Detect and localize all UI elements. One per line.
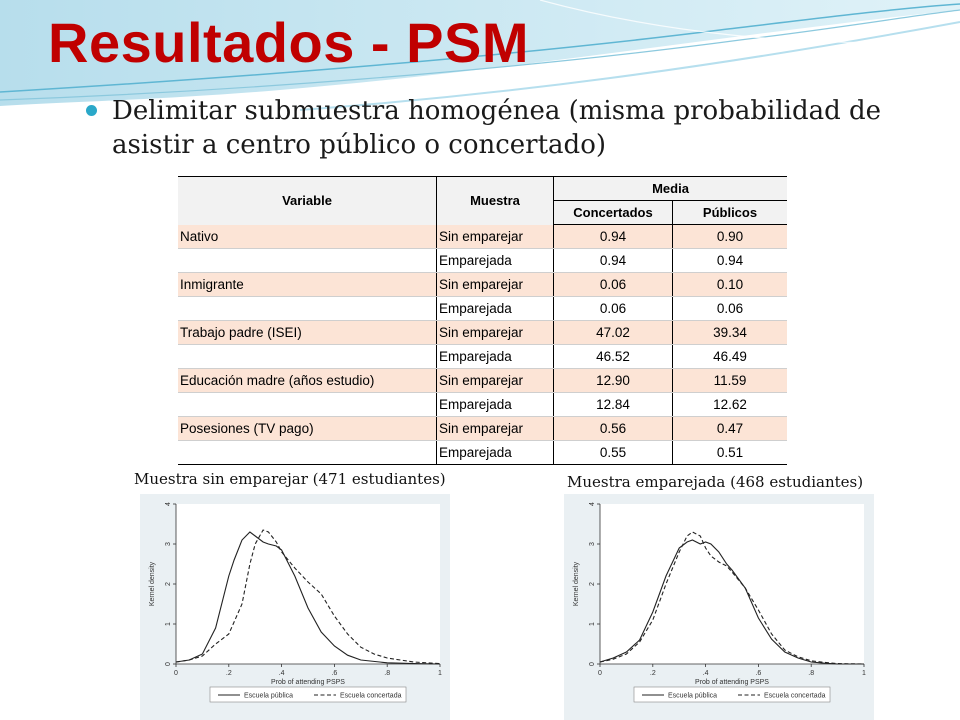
cell-concertados: 12.90 [554, 369, 673, 393]
header-publicos: Públicos [673, 201, 788, 225]
cell-muestra: Sin emparejar [437, 321, 554, 345]
table-row [178, 345, 787, 369]
cell-muestra: Emparejada [437, 249, 554, 273]
chart-caption-unmatched: Muestra sin emparejar (471 estudiantes) [134, 470, 446, 488]
table-row [178, 225, 787, 249]
density-chart-unmatched [140, 494, 450, 720]
y-axis-label: Kernel density [149, 561, 156, 607]
cell-concertados: 0.94 [554, 249, 673, 273]
y-tick-label: 0 [589, 662, 596, 666]
x-tick-label: .8 [808, 670, 815, 677]
x-tick-label: .4 [278, 670, 285, 677]
x-tick-label: 1 [438, 670, 442, 677]
bullet-dot-icon [86, 105, 97, 116]
table-row [178, 321, 787, 345]
y-tick-label: 0 [165, 662, 172, 666]
x-tick-label: 0 [174, 670, 178, 677]
cell-concertados: 46.52 [554, 345, 673, 369]
legend-label: Escuela concertada [764, 692, 826, 700]
y-tick-label: 4 [165, 502, 172, 506]
table-row [178, 417, 787, 441]
x-axis-label: Prob of attending PSPS [271, 679, 345, 686]
cell-muestra: Emparejada [437, 441, 554, 465]
table-row [178, 273, 787, 297]
cell-publicos: 12.62 [673, 393, 788, 417]
table-row [178, 249, 787, 273]
bullet-text: Delimitar submuestra homogénea (misma probabilidad de asistir a centro público o concertado) [112, 96, 882, 160]
density-chart-matched [564, 494, 874, 720]
header-media: Media [554, 177, 788, 201]
cell-concertados: 47.02 [554, 321, 673, 345]
cell-variable [178, 297, 437, 321]
y-tick-label: 2 [589, 582, 596, 586]
cell-variable: Trabajo padre (ISEI) [178, 321, 437, 345]
cell-muestra: Sin emparejar [437, 225, 554, 249]
cell-muestra: Sin emparejar [437, 369, 554, 393]
cell-muestra: Emparejada [437, 297, 554, 321]
plot-area [176, 504, 440, 664]
legend-label: Escuela pública [668, 692, 718, 700]
cell-publicos: 39.34 [673, 321, 788, 345]
cell-variable [178, 393, 437, 417]
cell-concertados: 0.94 [554, 225, 673, 249]
cell-concertados: 0.06 [554, 273, 673, 297]
cell-publicos: 46.49 [673, 345, 788, 369]
x-tick-label: .2 [225, 670, 232, 677]
y-tick-label: 3 [165, 542, 172, 546]
cell-muestra: Sin emparejar [437, 273, 554, 297]
legend-label: Escuela concertada [340, 692, 402, 700]
header-variable: Variable [178, 177, 437, 225]
cell-variable [178, 441, 437, 465]
cell-publicos: 0.06 [673, 297, 788, 321]
cell-muestra: Sin emparejar [437, 417, 554, 441]
header-muestra: Muestra [437, 177, 554, 225]
cell-concertados: 0.55 [554, 441, 673, 465]
y-tick-label: 1 [589, 622, 596, 626]
table-row [178, 369, 787, 393]
x-tick-label: 0 [598, 670, 602, 677]
cell-muestra: Emparejada [437, 345, 554, 369]
chart-svg [564, 494, 874, 720]
y-tick-label: 4 [589, 502, 596, 506]
cell-publicos: 0.47 [673, 417, 788, 441]
cell-variable: Inmigrante [178, 273, 437, 297]
cell-concertados: 0.56 [554, 417, 673, 441]
cell-concertados: 12.84 [554, 393, 673, 417]
y-tick-label: 2 [165, 582, 172, 586]
y-tick-label: 3 [589, 542, 596, 546]
cell-concertados: 0.06 [554, 297, 673, 321]
cell-publicos: 0.10 [673, 273, 788, 297]
cell-variable: Educación madre (años estudio) [178, 369, 437, 393]
x-tick-label: 1 [862, 670, 866, 677]
cell-variable: Nativo [178, 225, 437, 249]
chart-caption-matched: Muestra emparejada (468 estudiantes) [567, 473, 864, 491]
x-tick-label: .4 [702, 670, 709, 677]
cell-muestra: Emparejada [437, 393, 554, 417]
x-tick-label: .8 [384, 670, 391, 677]
x-tick-label: .2 [649, 670, 656, 677]
cell-publicos: 0.51 [673, 441, 788, 465]
cell-variable [178, 345, 437, 369]
cell-publicos: 11.59 [673, 369, 788, 393]
cell-publicos: 0.94 [673, 249, 788, 273]
table-row [178, 393, 787, 417]
y-tick-label: 1 [165, 622, 172, 626]
table-row [178, 297, 787, 321]
cell-variable [178, 249, 437, 273]
header-concertados: Concertados [554, 201, 673, 225]
x-tick-label: .6 [331, 670, 338, 677]
x-axis-label: Prob of attending PSPS [695, 679, 769, 686]
y-axis-label: Kernel density [573, 561, 580, 607]
table-row [178, 441, 787, 465]
cell-publicos: 0.90 [673, 225, 788, 249]
x-tick-label: .6 [755, 670, 762, 677]
chart-svg [140, 494, 450, 720]
results-table [178, 176, 787, 465]
legend-label: Escuela pública [244, 692, 294, 700]
slide-title: Resultados - PSM [48, 11, 529, 74]
cell-variable: Posesiones (TV pago) [178, 417, 437, 441]
